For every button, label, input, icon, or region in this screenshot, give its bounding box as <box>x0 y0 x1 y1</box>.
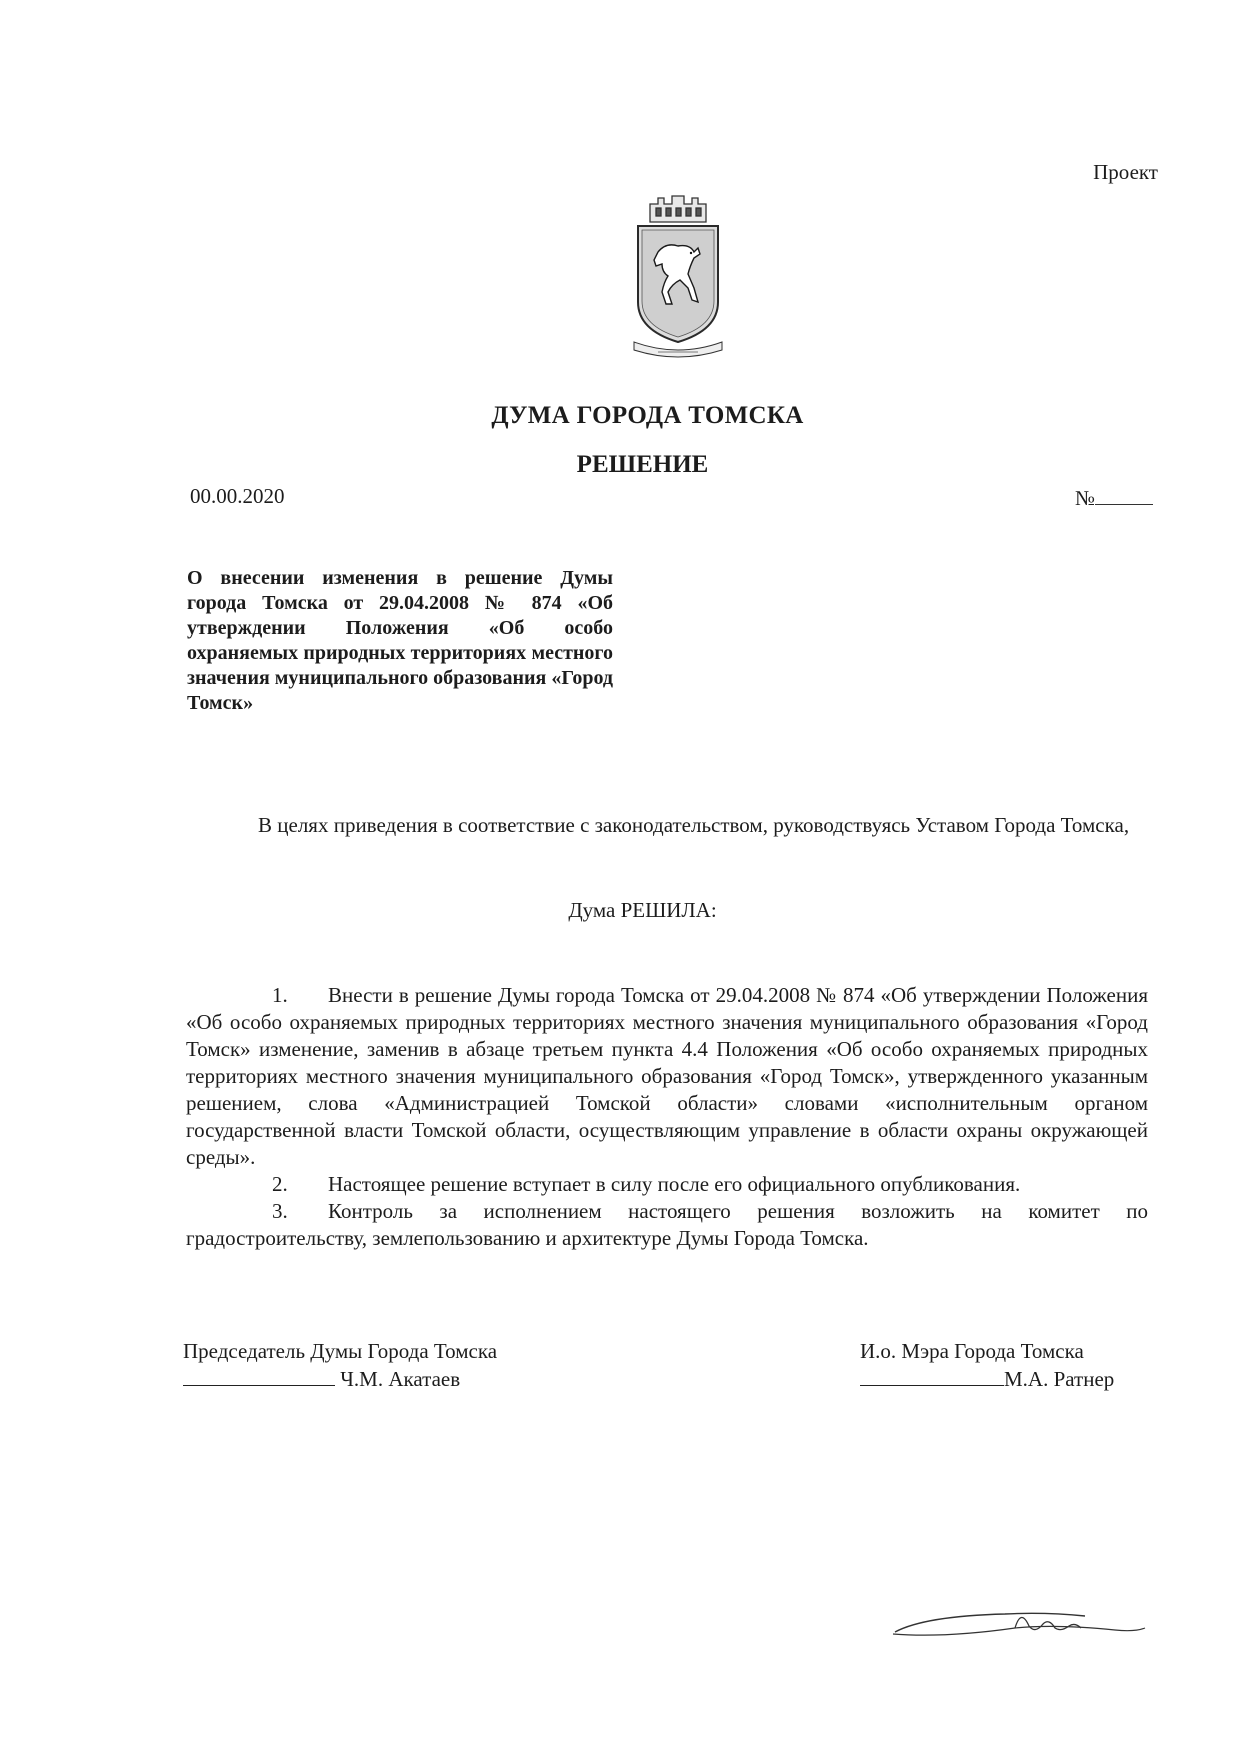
signatory-position: Председатель Думы Города Томска <box>183 1339 498 1363</box>
item-number: 2. <box>272 1172 288 1196</box>
document-number-label: № <box>1074 486 1095 510</box>
signatory-position: И.о. Мэра Города Томска <box>860 1339 1084 1363</box>
preamble: В целях приведения в соответствие с законодательством, руководствуясь Уставом Города Томска, <box>258 813 1130 837</box>
item-number: 3. <box>272 1199 288 1223</box>
decision-item <box>186 1198 1148 1252</box>
coat-of-arms-icon <box>628 192 728 362</box>
item-text: Контроль за исполнением настоящего решения возложить на комитет по градостроительству, землепользованию и архитектуре Думы Города Томска. <box>186 1199 1148 1250</box>
signatory-name: Ч.М. Акатаев <box>340 1367 461 1391</box>
signature-line <box>860 1365 1004 1386</box>
decision-item <box>186 1171 1148 1198</box>
signature-line <box>183 1365 335 1386</box>
decision-items <box>186 982 1148 1252</box>
handwritten-initials-icon <box>885 1598 1155 1648</box>
decision-item <box>186 982 1148 1171</box>
decision-heading: Дума РЕШИЛА: <box>568 898 717 922</box>
signature-block-chairman <box>183 1337 497 1393</box>
document-type: РЕШЕНИЕ <box>576 451 709 478</box>
document-number <box>1075 486 1153 511</box>
draft-label: Проект <box>1093 160 1158 184</box>
item-text: Настоящее решение вступает в силу после его официального опубликования. <box>328 1172 1021 1196</box>
signature-block-mayor <box>860 1337 1114 1393</box>
council-name: ДУМА ГОРОДА ТОМСКА <box>491 402 804 429</box>
item-number: 1. <box>272 983 288 1007</box>
item-text: Внести в решение Думы города Томска от 29.04.2008 № 874 «Об утверждении Положения «Об особо охраняемых природных территориях местного значения муниципального образования «Город Томск» изменение, заменив в абзаце третьем пункта 4.4 Положения «Об особо охраняемых природных территориях местного значения муниципального образования «Город Томск», утвержденного указанным решением, слова «Администрацией Томской области» словами «исполнительным органом государственной власти Томской области, осуществляющим управление в области охраны окружающей среды». <box>186 983 1148 1169</box>
document-date: 00.00.2020 <box>190 484 285 508</box>
signatory-name: М.А. Ратнер <box>1004 1367 1115 1391</box>
document-number-blank <box>1095 486 1153 505</box>
document-subject: О внесении изменения в решение Думы города Томска от 29.04.2008 № 874 «Об утверждении Положения «Об особо охраняемых природных территориях местного значения муниципального образования «Город Томск» <box>187 567 613 714</box>
